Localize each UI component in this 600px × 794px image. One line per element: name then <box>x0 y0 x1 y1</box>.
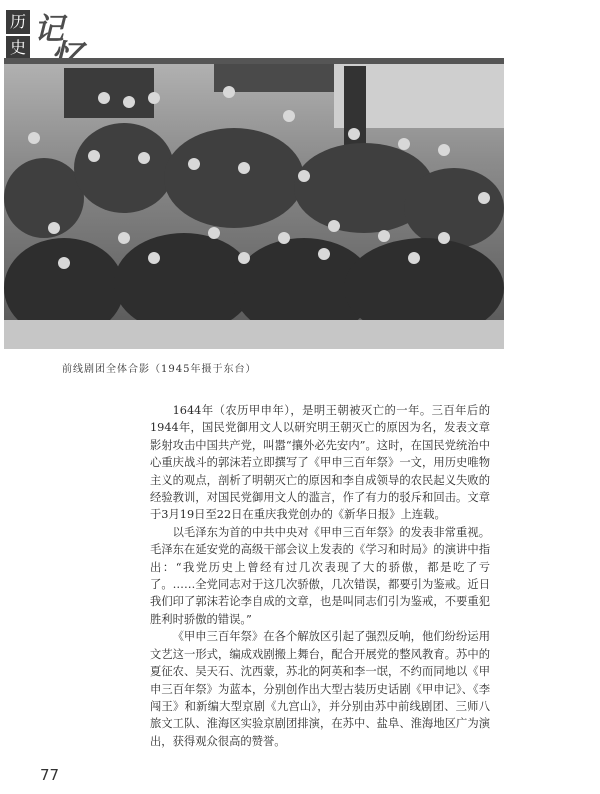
photo-caption: 前线剧团全体合影（1945年摄于东台） <box>62 364 257 375</box>
paragraph: 以毛泽东为首的中共中央对《甲申三百年祭》的发表非常重视。毛泽东在延安党的高级干部会议上发表的《学习和时局》的演讲中指出：“我党历史上曾经有过几次表现了大的骄傲，都是吃了亏了。……全党同志对于这几次骄傲，几次错误，都要引为鉴戒。近日我们印了郭沫若论李自成的文章，也是叫同志们引为鉴戒，不要重犯胜利时骄傲的错误。” <box>150 525 490 626</box>
group-photo-image <box>4 58 504 349</box>
logo-char-ji: 记 <box>34 12 64 47</box>
page-number: 77 <box>40 766 60 784</box>
logo-char-li: 历 <box>6 10 30 34</box>
article-body <box>150 402 490 750</box>
logo-char-shi: 史 <box>6 36 30 60</box>
paragraph: 《甲申三百年祭》在各个解放区引起了强烈反响，他们纷纷运用文艺这一形式，编成戏剧搬上舞台，配合开展党的整风教育。苏中的夏征农、吴天石、沈西蒙，苏北的阿英和李一氓，不约而同地以《甲申三百年祭》为蓝本，分别创作出大型古装历史话剧《甲申记》、《李闯王》和新编大型京剧《九宫山》，并分别由苏中前线剧团、三师八旅文工队、淮海区实验京剧团排演，在苏中、盐阜、淮海地区广为演出，获得观众很高的赞誉。 <box>150 630 490 748</box>
paragraph: 1644年（农历甲申年），是明王朝被灭亡的一年。三百年后的1944年，国民党御用文人以研究明王朝灭亡的原因为名，发表文章影射攻击中国共产党，叫嚣“攘外必先安内”。这时，在国民党统治中心重庆战斗的郭沫若立即撰写了《甲申三百年祭》一文，用历史唯物主义的观点，剖析了明朝灭亡的原因和李自成领导的农民起义失败的经验教训，对国民党御用文人的滥言，作了有力的驳斥和回击。文章于3月19日至22日在重庆我党创办的《新华日报》上连载。 <box>150 404 490 522</box>
group-photo <box>4 58 504 349</box>
